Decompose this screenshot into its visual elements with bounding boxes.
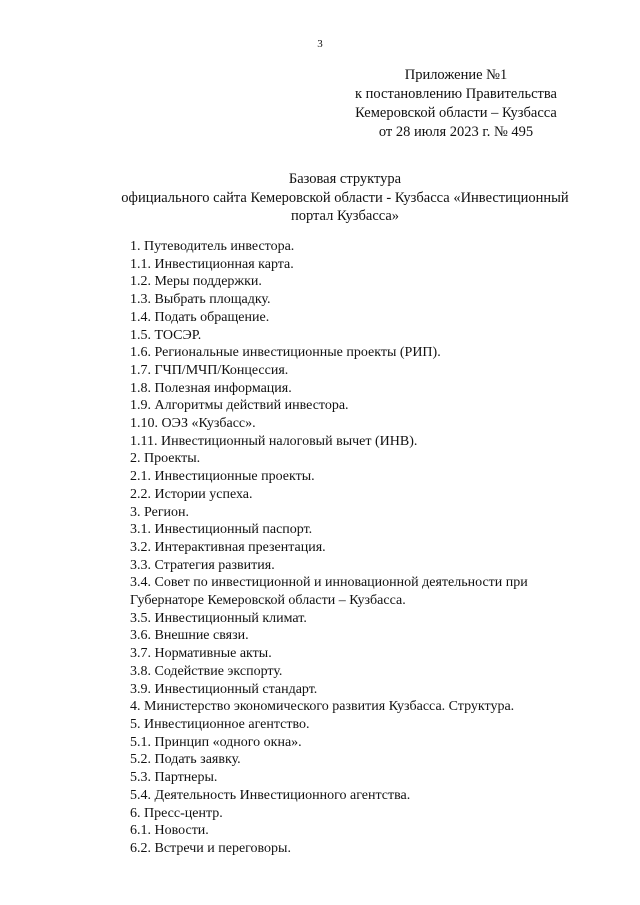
document-title xyxy=(70,170,620,226)
structure-item: 1.4. Подать обращение. xyxy=(130,309,270,325)
structure-item: 1.5. ТОСЭР. xyxy=(130,327,202,343)
page-number: 3 xyxy=(317,38,323,50)
structure-item: 6.1. Новости. xyxy=(130,823,209,839)
title-line: Базовая структура xyxy=(288,171,402,187)
structure-item: 1.10. ОЭЗ «Кузбасс». xyxy=(130,416,256,432)
structure-item: 1.8. Полезная информация. xyxy=(130,380,292,396)
structure-item: 3.4. Совет по инвестиционной и инновационной деятельности при xyxy=(130,575,528,591)
structure-item: 5.3. Партнеры. xyxy=(130,770,218,786)
title-line: портал Кузбасса» xyxy=(290,208,400,224)
structure-item: 1.6. Региональные инвестиционные проекты (РИП). xyxy=(130,345,441,361)
appendix-line: Приложение №1 xyxy=(404,67,508,83)
appendix-line: Кемеровской области – Кузбасса xyxy=(355,105,557,121)
structure-item: 1.11. Инвестиционный налоговый вычет (ИНВ). xyxy=(130,433,418,449)
structure-item: 3.3. Стратегия развития. xyxy=(130,557,275,573)
structure-item: 4. Министерство экономического развития Кузбасса. Структура. xyxy=(130,699,515,715)
structure-item: 3.1. Инвестиционный паспорт. xyxy=(130,522,313,538)
structure-item: 1. Путеводитель инвестора. xyxy=(130,239,295,254)
title-line: официального сайта Кемеровской области - Кузбасса «Инвестиционный xyxy=(121,189,569,206)
structure-item: 3.7. Нормативные акты. xyxy=(130,646,272,662)
structure-item: 3.8. Содействие экспорту. xyxy=(130,663,283,679)
structure-item: 2.1. Инвестиционные проекты. xyxy=(130,469,315,485)
structure-item: 3. Регион. xyxy=(130,504,190,520)
structure-item: 3.9. Инвестиционный стандарт. xyxy=(130,681,318,697)
appendix-line: от 28 июля 2023 г. № 495 xyxy=(378,124,534,140)
structure-item: 1.7. ГЧП/МЧП/Концессия. xyxy=(130,362,289,378)
structure-item: 1.2. Меры поддержки. xyxy=(130,274,262,290)
structure-list xyxy=(130,238,620,858)
structure-item: 5. Инвестиционное агентство. xyxy=(130,716,310,732)
appendix-header xyxy=(326,66,586,142)
structure-item: 3.2. Интерактивная презентация. xyxy=(130,539,326,555)
structure-item: 3.5. Инвестиционный климат. xyxy=(130,610,307,626)
structure-item: 2.2. Истории успеха. xyxy=(130,486,253,502)
structure-item: 6. Пресс-центр. xyxy=(130,805,223,821)
structure-item: 6.2. Встречи и переговоры. xyxy=(130,840,291,856)
structure-item: 1.1. Инвестиционная карта. xyxy=(130,256,294,272)
structure-item: 5.1. Принцип «одного окна». xyxy=(130,734,302,750)
structure-item: 1.9. Алгоритмы действий инвестора. xyxy=(130,398,349,414)
structure-item: 5.2. Подать заявку. xyxy=(130,752,241,768)
structure-item: 5.4. Деятельность Инвестиционного агентства. xyxy=(130,787,411,803)
structure-item: 1.3. Выбрать площадку. xyxy=(130,292,271,308)
structure-item: 3.6. Внешние связи. xyxy=(130,628,249,644)
structure-item: 2. Проекты. xyxy=(130,451,201,467)
appendix-line: к постановлению Правительства xyxy=(355,86,557,102)
structure-item: Губернаторе Кемеровской области – Кузбасса. xyxy=(130,593,406,609)
